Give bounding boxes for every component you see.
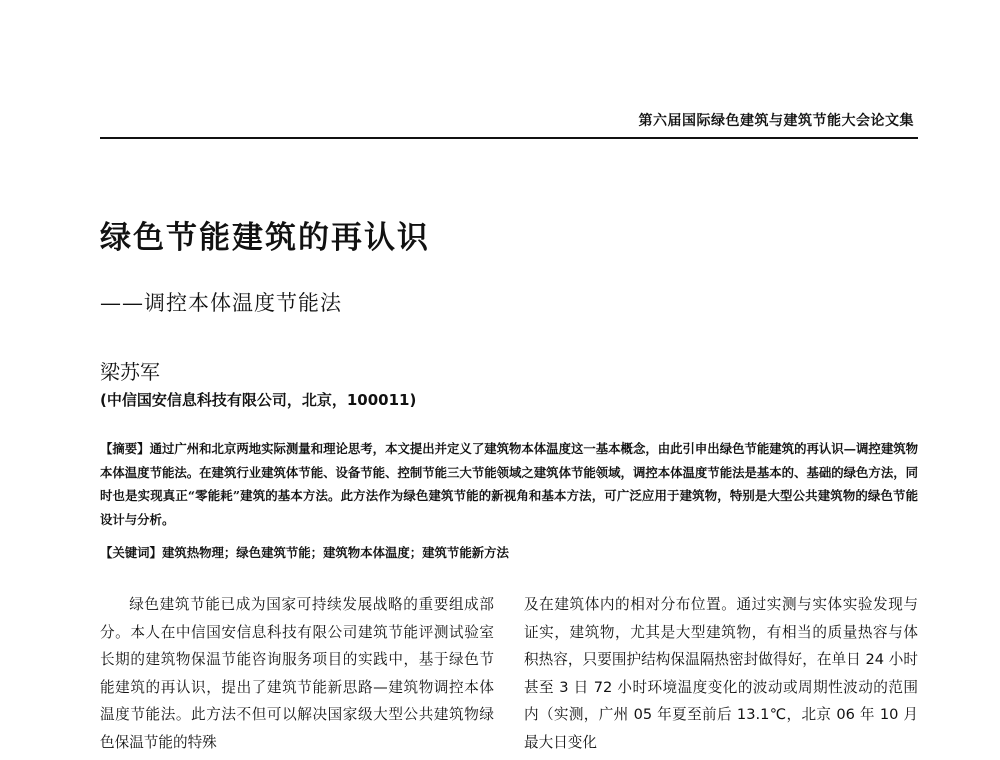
author-name: 梁苏军 <box>100 360 160 384</box>
header-rule <box>100 137 918 139</box>
keywords-label: 【关键词】 <box>100 545 162 560</box>
body-right-column: 及在建筑体内的相对分布位置。通过实测与实体实验发现与证实，建筑物，尤其是大型建筑物，有相当的质量热容与体积热容，只要围护结构保温隔热密封做得好，在单日 24 小时甚至 3 日 72 小时环境温度变化的波动或周期性波动的范围内（实测，广州 05 年夏至前后 13.1℃，北京 06 年 10 月最大日变化 <box>524 596 918 751</box>
paper-subtitle: ——调控本体温度节能法 <box>100 291 342 315</box>
paper-title: 绿色节能建筑的再认识 <box>100 220 430 256</box>
abstract-label: 【摘要】 <box>100 441 150 456</box>
keywords-text: 建筑热物理；绿色建筑节能；建筑物本体温度；建筑节能新方法 <box>161 545 509 560</box>
author-affiliation: (中信国安信息科技有限公司，北京，100011) <box>100 391 417 409</box>
keywords <box>100 541 918 564</box>
abstract-text: 通过广州和北京两地实际测量和理论思考，本文提出并定义了建筑物本体温度这一基本概念，由此引申出绿色节能建筑的再认识—调控建筑物本体温度节能法。在建筑行业建筑体节能、设备节能、控制节能三大节能领域之建筑体节能领域，调控本体温度节能法是基本的、基础的绿色方法，同时也是实现真正“零能耗”建筑的基本方法。此方法作为绿色建筑节能的新视角和基本方法，可广泛应用于建筑物，特别是大型公共建筑物的绿色节能设计与分析。 <box>100 441 919 527</box>
running-header: 第六届国际绿色建筑与建筑节能大会论文集 <box>638 113 914 129</box>
body-left-column: 绿色建筑节能已成为国家可持续发展战略的重要组成部分。本人在中信国安信息科技有限公司建筑节能评测试验室长期的建筑物保温节能咨询服务项目的实践中，基于绿色节能建筑的再认识，提出了建筑节能新思路—建筑物调控本体温度节能法。此方法不但可以解决国家级大型公共建筑物绿色保温节能的特殊 <box>100 596 494 751</box>
abstract <box>100 437 918 531</box>
